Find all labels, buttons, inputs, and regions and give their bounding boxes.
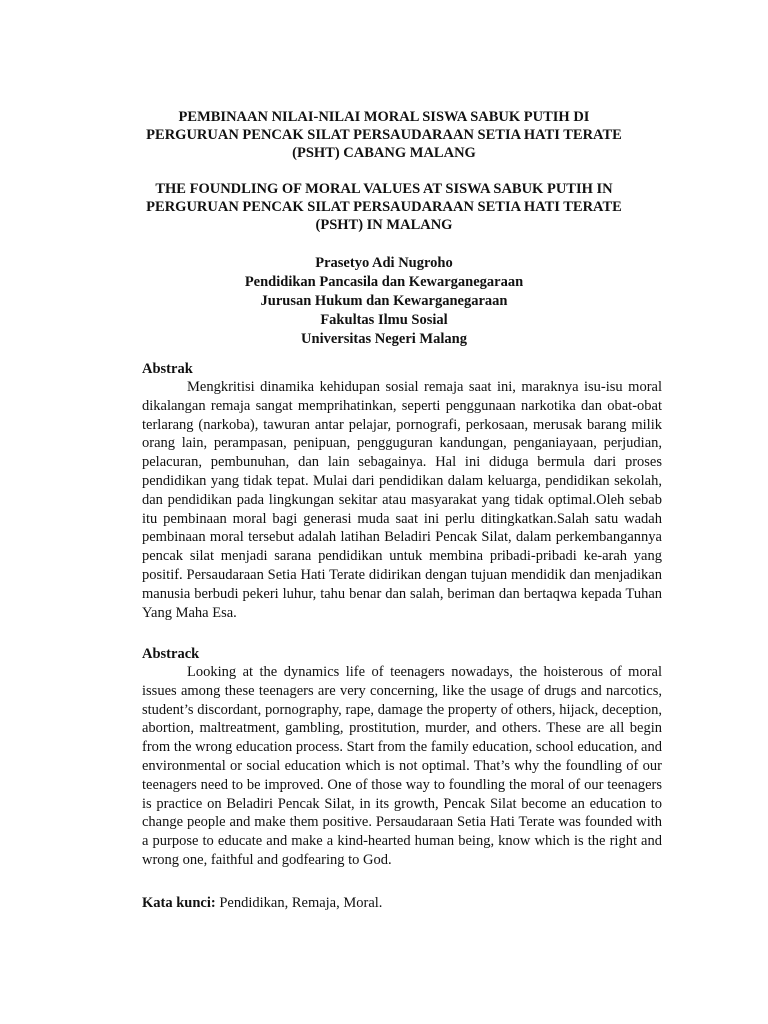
author-name: Prasetyo Adi Nugroho <box>315 255 453 271</box>
author-program: Pendidikan Pancasila dan Kewarganegaraan <box>244 274 524 290</box>
keywords-value: Pendidikan, Remaja, Moral. <box>215 895 383 911</box>
title-english <box>120 180 648 234</box>
title-en-line: PERGURUAN PENCAK SILAT PERSAUDARAAN SETIA HATI TERATE <box>146 199 622 215</box>
title-id-line: PEMBINAAN NILAI-NILAI MORAL SISWA SABUK PUTIH DI <box>178 109 590 125</box>
title-en-line: THE FOUNDLING OF MORAL VALUES AT SISWA SABUK PUTIH IN <box>155 181 613 197</box>
abstrak-body: Mengkritisi dinamika kehidupan sosial remaja saat ini, maraknya isu-isu moral dikalangan remaja sangat memprihatinkan, seperti penggunaan narkotika dan obat-obat terlarang (narkoba), tawuran antar pelajar, pornografi, perkosaan, merusak barang milik orang lain, perampasan, penipuan, pengguguran kandungan, penganiayaan, perjudian, pelacuran, pembunuhan, dan lain sebagainya. Hal ini diduga bermula dari proses pendidikan yang tidak tepat. Mulai dari pendidikan dalam keluarga, pendidikan sekolah, dan pendidikan pada lingkungan sekitar atau masyarakat yang tidak optimal.Oleh sebab itu pembinaan moral bagi generasi muda saat ini perlu ditingkatkan.Salah satu wadah pembinaan moral tersebut adalah latihan Beladiri Pencak Silat, dalam perkembangannya pencak silat menjadi sarana pendidikan untuk membina pribadi-pribadi ke-arah yang positif. Persaudaraan Setia Hati Terate didirikan dengan tujuan mendidik dan menjadikan manusia berbudi pekeri luhur, tahu benar dan salah, beriman dan bertaqwa kepada Tuhan Yang Maha Esa. <box>142 379 662 621</box>
author-university: Universitas Negeri Malang <box>301 331 467 347</box>
abstrak-section <box>142 360 662 622</box>
title-id-line: (PSHT) CABANG MALANG <box>292 145 476 161</box>
author-block <box>120 254 648 349</box>
abstract-section <box>142 645 662 870</box>
author-faculty: Fakultas Ilmu Sosial <box>320 312 448 328</box>
keywords-line <box>142 894 382 912</box>
title-en-line: (PSHT) IN MALANG <box>315 217 453 233</box>
title-indonesian <box>120 108 648 162</box>
title-id-line: PERGURUAN PENCAK SILAT PERSAUDARAAN SETIA HATI TERATE <box>146 127 622 143</box>
title-block <box>120 108 648 234</box>
abstract-body: Looking at the dynamics life of teenagers nowadays, the hoisterous of moral issues among these teenagers are very concerning, like the usage of drugs and narcotics, student’s discordant, pornography, rape, damage the property of others, hijack, deception, abortion, maltreatment, gambling, prostitution, murder, and others. These are all begin from the wrong education process. Start from the family education, school education, and environmental or social education which is not optimal. That’s why the foundling of our teenagers need to be improved. One of those way to foundling the moral of our teenagers is practice on Beladiri Pencak Silat, in its growth, Pencak Silat become an education to change people and make them positive. Persaudaraan Setia Hati Terate was founded with a purpose to educate and make a kind-hearted human being, know which is the right and wrong one, faithful and godfearing to God. <box>142 664 662 868</box>
abstract-heading: Abstrack <box>142 646 200 662</box>
author-department: Jurusan Hukum dan Kewarganegaraan <box>260 293 508 309</box>
abstrak-heading: Abstrak <box>142 361 193 377</box>
keywords-label: Kata kunci: <box>142 895 216 911</box>
